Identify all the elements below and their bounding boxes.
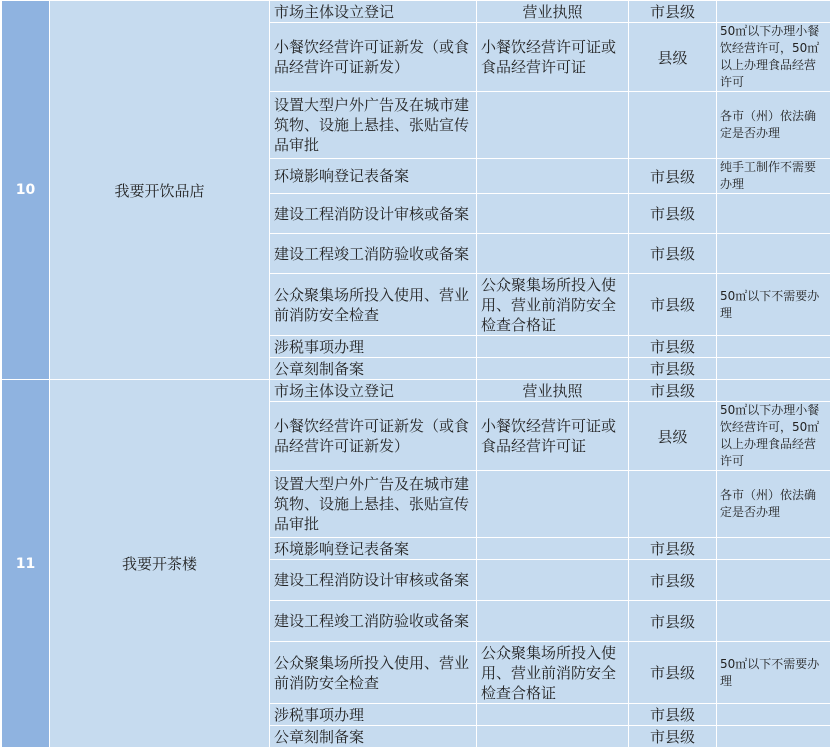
certificate-cell	[477, 336, 629, 358]
level-cell: 市县级	[629, 159, 717, 194]
procedure-item: 设置大型户外广告及在城市建筑物、设施上悬挂、张贴宣传品审批	[270, 471, 477, 538]
scenario-name: 我要开茶楼	[50, 380, 270, 748]
level-cell: 市县级	[629, 234, 717, 274]
note-cell	[717, 560, 831, 601]
note-cell: 纯手工制作不需要办理	[717, 159, 831, 194]
certificate-cell: 营业执照	[477, 1, 629, 23]
note-cell	[717, 601, 831, 642]
row-number: 11	[2, 380, 50, 748]
certificate-cell	[477, 601, 629, 642]
procedure-item: 公众聚集场所投入使用、营业前消防安全检查	[270, 642, 477, 704]
level-cell: 市县级	[629, 704, 717, 726]
row-number: 10	[2, 1, 50, 380]
note-cell	[717, 538, 831, 560]
note-cell: 各市（州）依法确定是否办理	[717, 92, 831, 159]
certificate-cell	[477, 194, 629, 234]
procedure-item: 建设工程竣工消防验收或备案	[270, 234, 477, 274]
certificate-cell: 公众聚集场所投入使用、营业前消防安全检查合格证	[477, 274, 629, 336]
procedure-item: 建设工程消防设计审核或备案	[270, 560, 477, 601]
procedure-item: 小餐饮经营许可证新发（或食品经营许可证新发）	[270, 23, 477, 92]
procedure-item: 市场主体设立登记	[270, 1, 477, 23]
level-cell: 市县级	[629, 274, 717, 336]
certificate-cell	[477, 704, 629, 726]
note-cell	[717, 1, 831, 23]
certificate-cell	[477, 726, 629, 748]
procedure-item: 建设工程竣工消防验收或备案	[270, 601, 477, 642]
procedure-item: 涉税事项办理	[270, 704, 477, 726]
certificate-cell: 公众聚集场所投入使用、营业前消防安全检查合格证	[477, 642, 629, 704]
level-cell	[629, 471, 717, 538]
procedure-item: 环境影响登记表备案	[270, 159, 477, 194]
table-row	[2, 1, 831, 23]
procedure-item: 环境影响登记表备案	[270, 538, 477, 560]
note-cell	[717, 726, 831, 748]
certificate-cell	[477, 358, 629, 380]
level-cell: 县级	[629, 402, 717, 471]
procedure-item: 建设工程消防设计审核或备案	[270, 194, 477, 234]
level-cell: 市县级	[629, 380, 717, 402]
procedure-item: 市场主体设立登记	[270, 380, 477, 402]
note-cell	[717, 358, 831, 380]
note-cell: 50㎡以下不需要办理	[717, 274, 831, 336]
procedure-item: 小餐饮经营许可证新发（或食品经营许可证新发）	[270, 402, 477, 471]
level-cell: 市县级	[629, 726, 717, 748]
level-cell: 市县级	[629, 642, 717, 704]
level-cell: 市县级	[629, 1, 717, 23]
certificate-cell	[477, 538, 629, 560]
procedure-item: 公章刻制备案	[270, 726, 477, 748]
certificate-cell: 营业执照	[477, 380, 629, 402]
note-cell	[717, 704, 831, 726]
note-cell	[717, 194, 831, 234]
level-cell	[629, 92, 717, 159]
procedure-item: 公章刻制备案	[270, 358, 477, 380]
level-cell: 市县级	[629, 601, 717, 642]
certificate-cell	[477, 234, 629, 274]
certificate-cell	[477, 560, 629, 601]
note-cell	[717, 380, 831, 402]
level-cell: 市县级	[629, 358, 717, 380]
procedure-item: 涉税事项办理	[270, 336, 477, 358]
procedure-item: 公众聚集场所投入使用、营业前消防安全检查	[270, 274, 477, 336]
level-cell: 市县级	[629, 194, 717, 234]
note-cell: 50㎡以下办理小餐饮经营许可，50㎡以上办理食品经营许可	[717, 402, 831, 471]
note-cell: 50㎡以下办理小餐饮经营许可，50㎡以上办理食品经营许可	[717, 23, 831, 92]
table-row	[2, 380, 831, 402]
level-cell: 市县级	[629, 336, 717, 358]
scenario-name: 我要开饮品店	[50, 1, 270, 380]
note-cell: 50㎡以下不需要办理	[717, 642, 831, 704]
note-cell	[717, 336, 831, 358]
certificate-cell	[477, 159, 629, 194]
note-cell	[717, 234, 831, 274]
certificate-cell: 小餐饮经营许可证或食品经营许可证	[477, 402, 629, 471]
certificate-cell: 小餐饮经营许可证或食品经营许可证	[477, 23, 629, 92]
level-cell: 市县级	[629, 560, 717, 601]
level-cell: 市县级	[629, 538, 717, 560]
level-cell: 县级	[629, 23, 717, 92]
certificate-cell	[477, 92, 629, 159]
certificate-cell	[477, 471, 629, 538]
note-cell: 各市（州）依法确定是否办理	[717, 471, 831, 538]
procedure-item: 设置大型户外广告及在城市建筑物、设施上悬挂、张贴宣传品审批	[270, 92, 477, 159]
scenario-table	[1, 0, 831, 748]
